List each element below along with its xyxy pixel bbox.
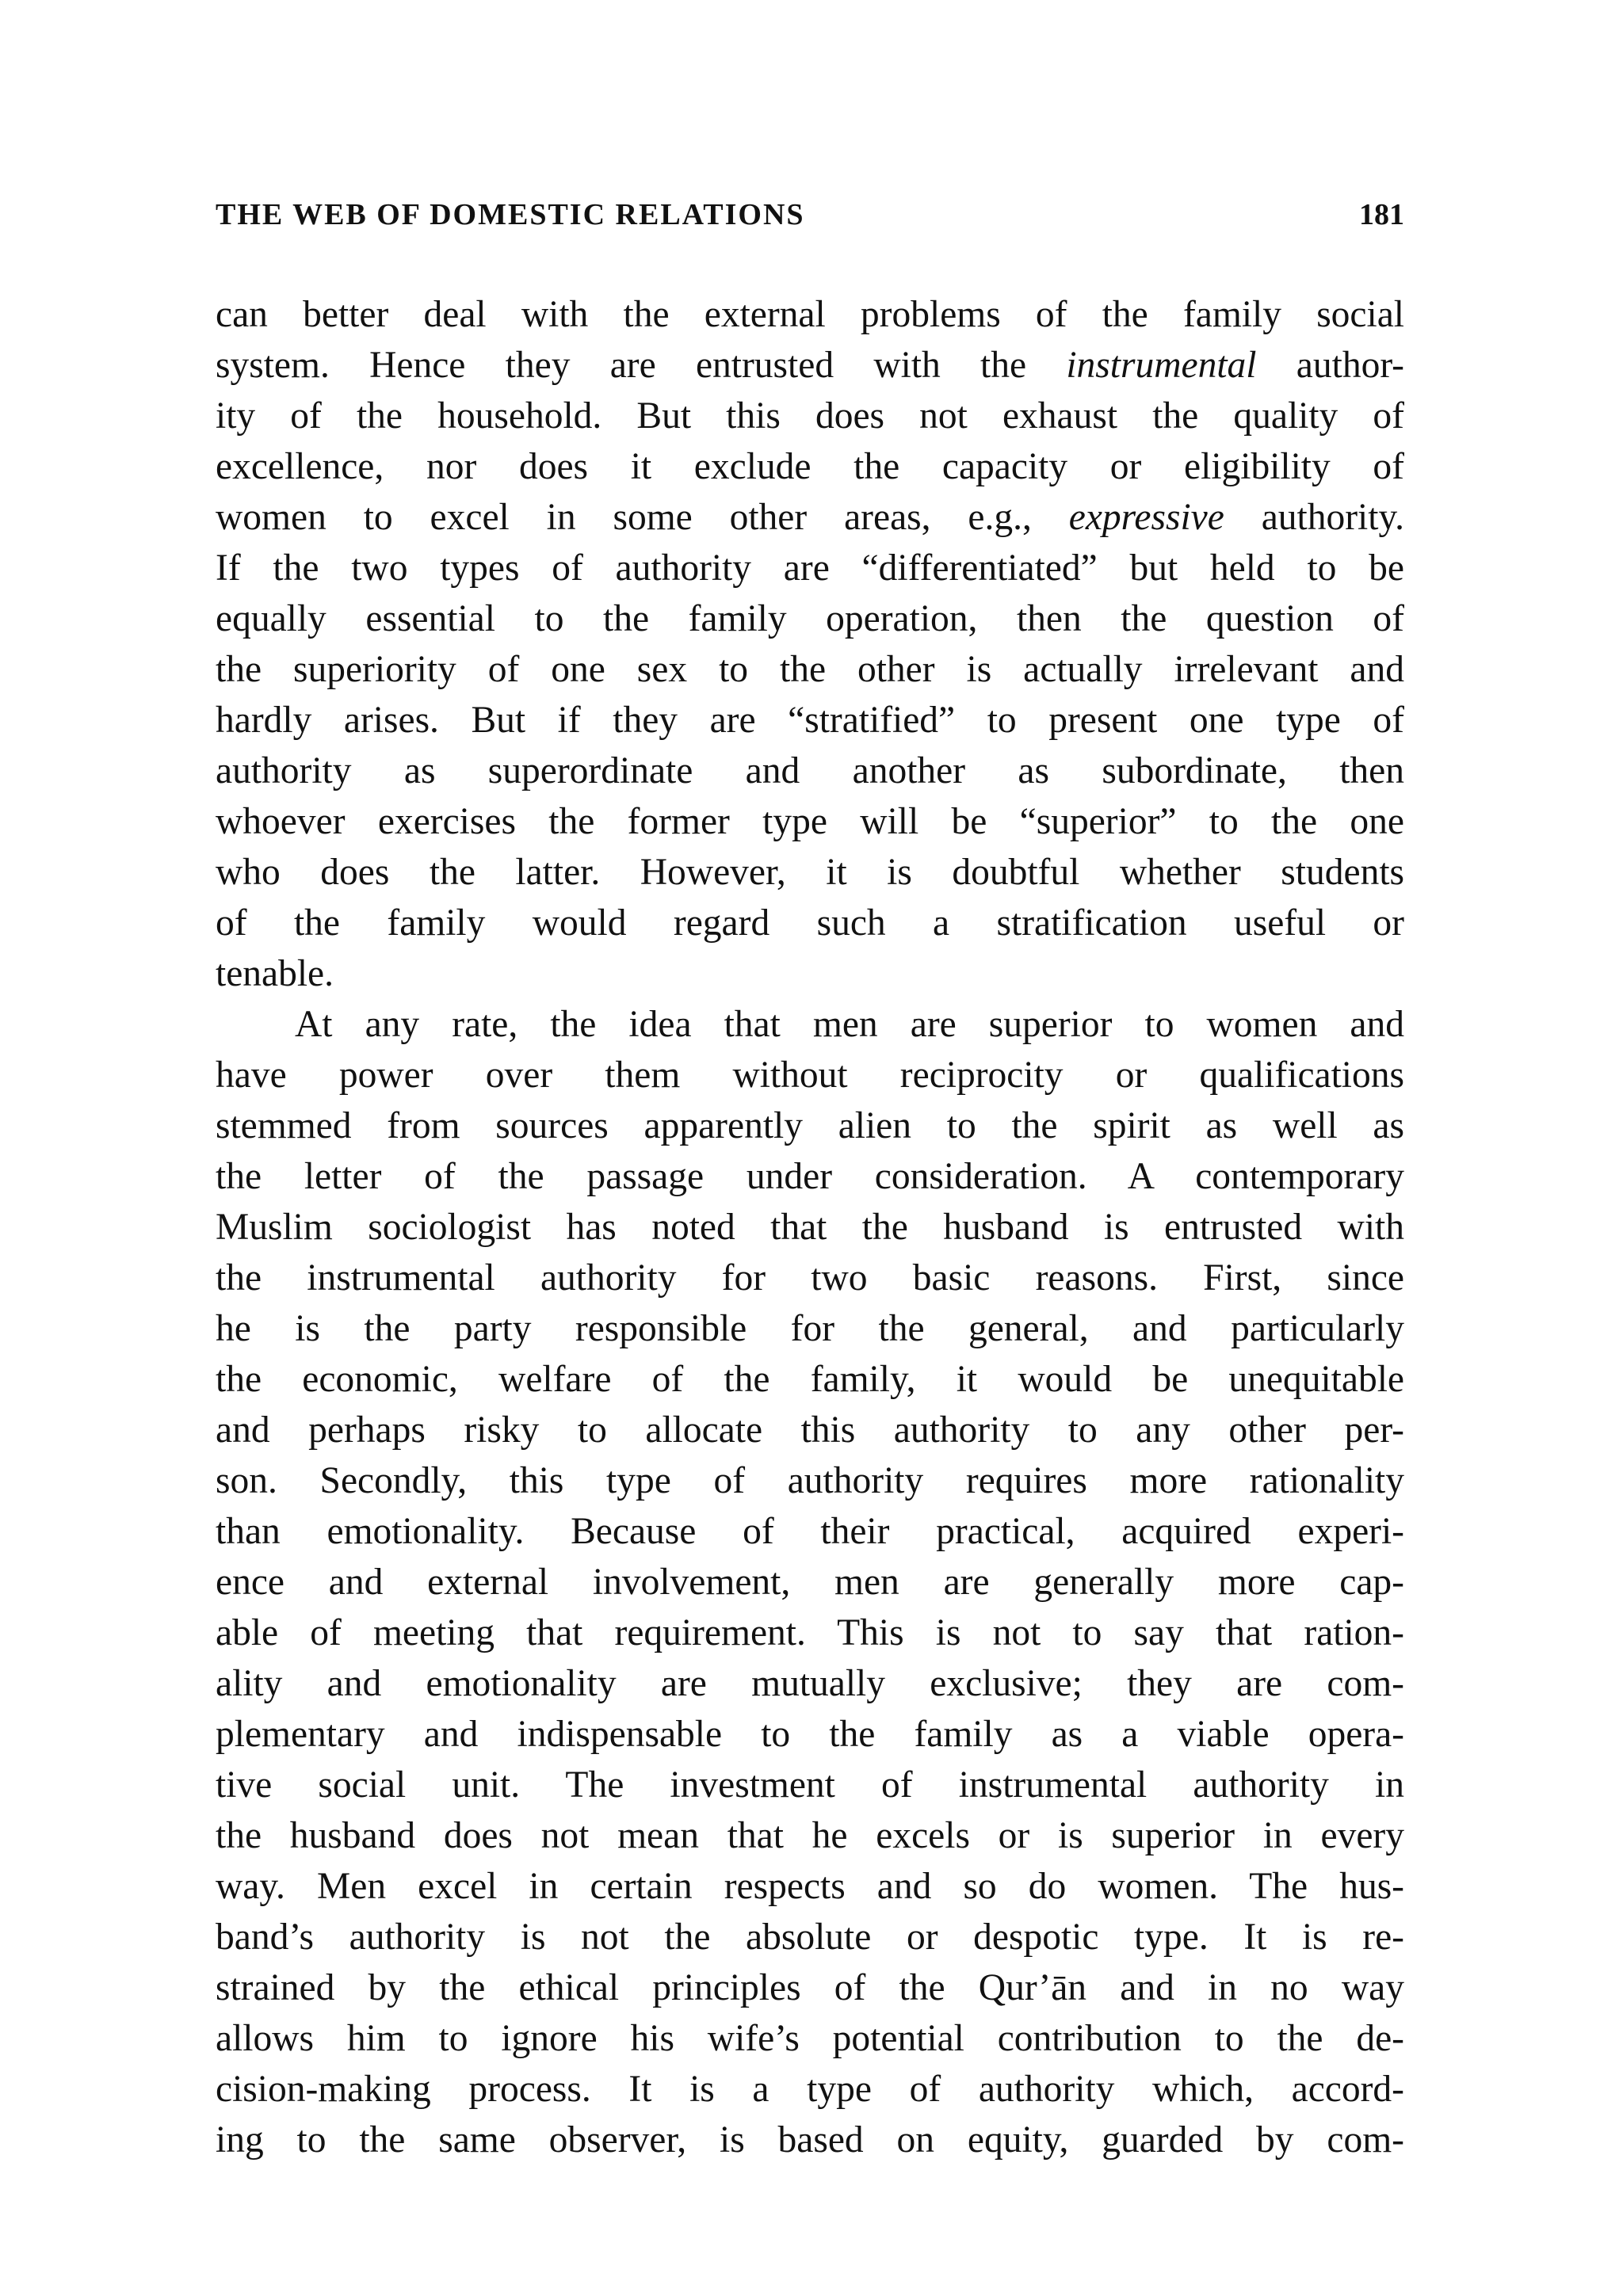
text-segment: authority. <box>1224 497 1404 538</box>
text-line: than emotionality. Because of their practical, acquired experi- <box>216 1511 1404 1552</box>
text-line: plementary and indispensable to the family as a viable opera- <box>216 1714 1404 1755</box>
text-line: allows him to ignore his wife’s potential contribution to the de- <box>216 2018 1404 2059</box>
text-line: excellence, nor does it exclude the capacity or eligibility of <box>216 446 1404 487</box>
text-line: ing to the same observer, is based on equity, guarded by com- <box>216 2119 1404 2161</box>
text-line: can better deal with the external problems of the family social <box>216 294 1404 335</box>
text-line: the letter of the passage under consideration. A contemporary <box>216 1156 1404 1197</box>
text-line: the instrumental authority for two basic reasons. First, since <box>216 1257 1404 1299</box>
text-line: hardly arises. But if they are “stratified” to present one type of <box>216 700 1404 741</box>
text-line: band’s authority is not the absolute or despotic type. It is re- <box>216 1917 1404 1958</box>
text-line: strained by the ethical principles of the Qur’ān and in no way <box>216 1967 1404 2008</box>
text-line: Muslim sociologist has noted that the husband is entrusted with <box>216 1207 1404 1248</box>
text-line: and perhaps risky to allocate this authority to any other per- <box>216 1409 1404 1451</box>
text-line: authority as superordinate and another as subordinate, then <box>216 750 1404 791</box>
text-line: the superiority of one sex to the other is actually irrelevant and <box>216 649 1404 690</box>
text-line <box>216 492 1404 543</box>
text-line <box>216 340 1404 391</box>
paragraph-first-line: At any rate, the idea that men are superior to women and <box>295 1004 1404 1045</box>
paragraph-last-line: tenable. <box>216 953 334 994</box>
italic-term: expressive <box>1068 497 1224 538</box>
text-line: ality and emotionality are mutually exclusive; they are com- <box>216 1663 1404 1704</box>
text-line: who does the latter. However, it is doubtful whether students <box>216 852 1404 893</box>
text-line: tive social unit. The investment of instrumental authority in <box>216 1764 1404 1806</box>
text-line: stemmed from sources apparently alien to the spirit as well as <box>216 1105 1404 1146</box>
text-line: able of meeting that requirement. This is not to say that ration- <box>216 1612 1404 1653</box>
text-line: cision-making process. It is a type of authority which, accord- <box>216 2069 1404 2110</box>
text-line: of the family would regard such a stratification useful or <box>216 902 1404 944</box>
text-segment: system. Hence they are entrusted with the <box>216 345 1067 386</box>
text-segment: women to excel in some other areas, e.g., <box>216 497 1069 538</box>
italic-term: instrumental <box>1066 345 1257 386</box>
text-segment: author- <box>1256 345 1404 386</box>
body-text <box>216 289 1404 2165</box>
text-line: whoever exercises the former type will be “superior” to the one <box>216 801 1404 842</box>
running-head <box>216 195 1404 235</box>
text-line: ity of the household. But this does not exhaust the quality of <box>216 395 1404 437</box>
text-line: If the two types of authority are “differentiated” but held to be <box>216 547 1404 589</box>
running-title: THE WEB OF DOMESTIC RELATIONS <box>216 198 805 231</box>
text-line: he is the party responsible for the general, and particularly <box>216 1308 1404 1349</box>
text-line: have power over them without reciprocity or qualifications <box>216 1055 1404 1096</box>
page-number: 181 <box>1359 198 1404 231</box>
text-line: ence and external involvement, men are generally more cap- <box>216 1562 1404 1603</box>
text-line: the economic, welfare of the family, it would be unequitable <box>216 1359 1404 1400</box>
text-line: way. Men excel in certain respects and so do women. The hus- <box>216 1866 1404 1907</box>
text-line: equally essential to the family operation, then the question of <box>216 598 1404 639</box>
text-line: son. Secondly, this type of authority requires more rationality <box>216 1460 1404 1501</box>
text-line: the husband does not mean that he excels or is superior in every <box>216 1815 1404 1856</box>
